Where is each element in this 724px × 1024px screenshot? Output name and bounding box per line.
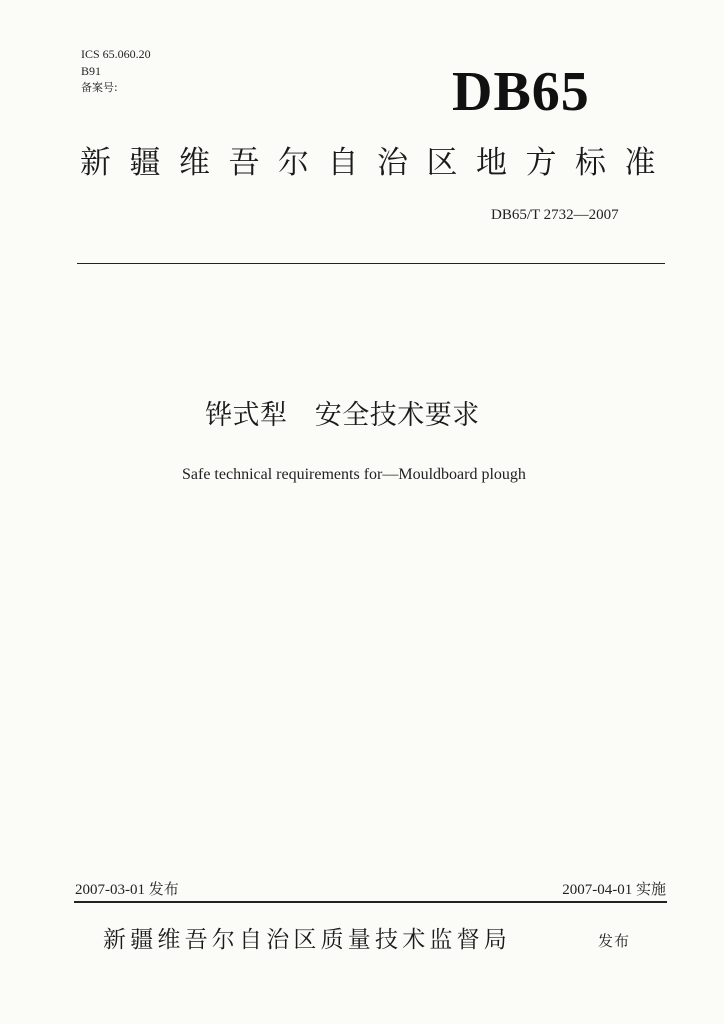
ics-code: ICS 65.060.20 xyxy=(81,47,151,61)
standard-type-heading: 新疆维吾尔自治区地方标准 xyxy=(80,145,674,181)
ccs-code: B91 xyxy=(81,64,102,78)
title-english: Safe technical requirements for—Mouldboard plough xyxy=(182,466,526,483)
standard-number: DB65/T 2732—2007 xyxy=(491,207,619,223)
effective-date: 2007-04-01 实施 xyxy=(562,882,666,898)
standard-logo: DB65 xyxy=(452,61,590,123)
issuing-authority: 新疆维吾尔自治区质量技术监督局 xyxy=(103,927,511,953)
issue-date: 2007-03-01 发布 xyxy=(75,882,179,898)
issuing-verb: 发布 xyxy=(598,932,631,950)
filing-number-label: 备案号: xyxy=(81,81,118,94)
title-chinese: 铧式犁 安全技术要求 xyxy=(205,400,480,431)
top-divider xyxy=(77,263,665,264)
bottom-divider xyxy=(74,901,667,903)
